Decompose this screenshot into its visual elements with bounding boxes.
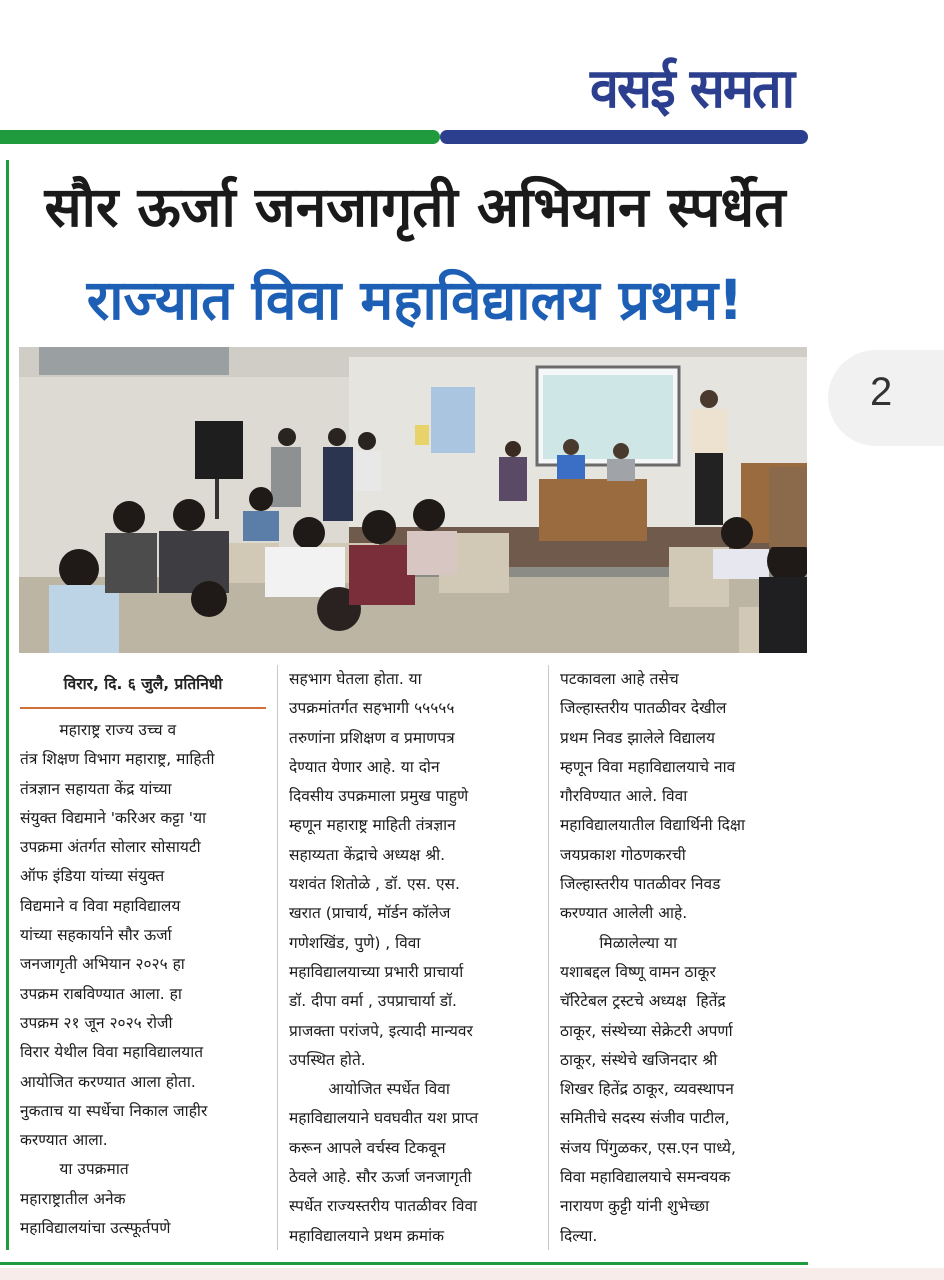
article-line: तंत्रज्ञान सहायता केंद्र यांच्या <box>20 779 172 798</box>
article-line: जयप्रकाश गोठणकरची <box>560 845 686 864</box>
article-line: सहभाग घेतला होता. या <box>289 670 422 688</box>
article-line: महाविद्यालयाने प्रथम क्रमांक <box>289 1226 444 1245</box>
article-line: उपस्थित होते. <box>289 1050 366 1069</box>
article-line: शिखर हितेंद्र ठाकूर, व्यवस्थापन <box>560 1080 734 1099</box>
article-line: पटकावला आहे तसेच <box>560 670 679 688</box>
article-line: करून आपले वर्चस्व टिकवून <box>289 1138 446 1157</box>
left-margin-rule <box>6 160 9 1250</box>
article-line: महाराष्ट्र राज्य उच्च व <box>20 721 177 739</box>
event-photo <box>19 347 807 653</box>
article-line: आयोजित स्पर्धेत विवा <box>289 1080 450 1099</box>
article-line: ठेवले आहे. सौर ऊर्जा जनजागृती <box>289 1168 472 1187</box>
article-line: करण्यात आला. <box>20 1131 108 1150</box>
article-line: विवा महाविद्यालयाचे समन्वयक <box>560 1168 731 1187</box>
article-line: देण्यात येणार आहे. या दोन <box>289 757 440 776</box>
article-line: ठाकूर, संस्थेच्या सेक्रेटरी अपर्णा <box>560 1021 733 1040</box>
event-photo-illustration <box>19 347 807 653</box>
article-line: जिल्हास्तरीय पातळीवर देखील <box>560 699 727 718</box>
article-column-3 <box>560 665 808 1251</box>
article-line: प्राजक्ता परांजपे, इत्यादी मान्यवर <box>289 1021 473 1040</box>
article-line: स्पर्धेत राज्यस्तरीय पातळीवर विवा <box>289 1197 478 1216</box>
article-line: खरात (प्राचार्य, मॉर्डन कॉलेज <box>289 904 451 923</box>
article-line: संयुक्त विद्यमाने 'करिअर कट्टा 'या <box>20 808 207 827</box>
article-line: ठाकूर, संस्थेचे खजिनदार श्री <box>560 1050 718 1069</box>
masthead-rule-green <box>0 130 440 144</box>
article-line: महाविद्यालयाच्या प्रभारी प्राचार्या <box>289 962 464 981</box>
dateline-rule <box>20 707 266 709</box>
article-line: दिवसीय उपक्रमाला प्रमुख पाहुणे <box>289 787 469 806</box>
article-column-2 <box>289 665 544 1251</box>
article-line: दिल्या. <box>560 1226 598 1245</box>
article-line: उपक्रम २१ जून २०२५ रोजी <box>20 1013 173 1032</box>
bottom-rule <box>0 1262 808 1265</box>
article-line: तरुणांना प्रशिक्षण व प्रमाणपत्र <box>289 728 455 747</box>
article-line: नारायण कुट्टी यांनी शुभेच्छा <box>560 1197 710 1216</box>
article-line: गणेशखिंड, पुणे) , विवा <box>289 933 421 952</box>
article-line: महाविद्यालयातील विद्यार्थिनी दिक्षा <box>560 816 745 835</box>
dateline: विरार, दि. ६ जुलै, प्रतिनिधी <box>63 675 223 693</box>
article-line: मिळालेल्या या <box>560 933 678 952</box>
article-line: महाविद्यालयाने घवघवीत यश प्राप्त <box>289 1109 479 1128</box>
article-line: करण्यात आलेली आहे. <box>560 904 688 923</box>
article-line: म्हणून महाराष्ट्र माहिती तंत्रज्ञान <box>289 816 456 835</box>
article-line: जनजागृती अभियान २०२५ हा <box>20 955 185 974</box>
article-line: गौरविण्यात आले. विवा <box>560 787 688 806</box>
article-line: विरार येथील विवा महाविद्यालयात <box>20 1043 204 1062</box>
masthead-rule-blue <box>440 130 808 144</box>
article-line: तंत्र शिक्षण विभाग महाराष्ट्र, माहिती <box>20 750 215 769</box>
article-line: सहाय्यता केंद्राचे अध्यक्ष श्री. <box>289 845 446 864</box>
article-line: यांच्या सहकार्याने सौर ऊर्जा <box>20 926 172 945</box>
article-line: यशाबद्दल विष्णू वामन ठाकूर <box>560 962 716 981</box>
article-line: संजय पिंगुळकर, एस.एन पाध्ये, <box>560 1138 736 1157</box>
article-line: उपक्रम राबविण्यात आला. हा <box>20 984 182 1003</box>
article-line: आयोजित करण्यात आला होता. <box>20 1072 196 1091</box>
article-line: डॉ. दीपा वर्मा , उपप्राचार्या डॉ. <box>289 992 457 1011</box>
article-line: महाराष्ट्रातील अनेक <box>20 1189 126 1208</box>
article-line: उपक्रमांतर्गत सहभागी ५५५५५ <box>289 699 455 718</box>
article-line: समितीचे सदस्य संजीव पाटील, <box>560 1109 730 1128</box>
article-column-1 <box>20 716 268 1243</box>
newspaper-masthead: वसई समता <box>590 57 794 121</box>
column-divider-1 <box>277 665 278 1250</box>
column-divider-2 <box>548 665 549 1250</box>
article-line: नुकताच या स्पर्धेचा निकाल जाहीर <box>20 1101 208 1120</box>
headline-line-1: सौर ऊर्जा जनजागृती अभियान स्पर्धेत <box>44 175 786 239</box>
article-line: उपक्रमा अंतर्गत सोलार सोसायटी <box>20 838 201 857</box>
article-line: यशवंत शितोळे , डॉ. एस. एस. <box>289 875 460 894</box>
article-line: महाविद्यालयांचा उत्स्फूर्तपणे <box>20 1219 171 1238</box>
headline-line-2: राज्यात विवा महाविद्यालय प्रथम! <box>86 268 744 332</box>
article-line: जिल्हास्तरीय पातळीवर निवड <box>560 875 721 894</box>
article-line: चॅरिटेबल ट्रस्टचे अध्यक्ष हितेंद्र <box>560 992 726 1011</box>
article-line: प्रथम निवड झालेले विद्यालय <box>560 728 715 747</box>
article-line: ऑफ इंडिया यांच्या संयुक्त <box>20 867 165 886</box>
article-line: म्हणून विवा महाविद्यालयाचे नाव <box>560 757 736 776</box>
page-number: 2 <box>870 370 893 414</box>
article-line: या उपक्रमात <box>20 1160 129 1179</box>
article-line: विद्यमाने व विवा महाविद्यालय <box>20 896 181 915</box>
bottom-band <box>0 1268 944 1280</box>
